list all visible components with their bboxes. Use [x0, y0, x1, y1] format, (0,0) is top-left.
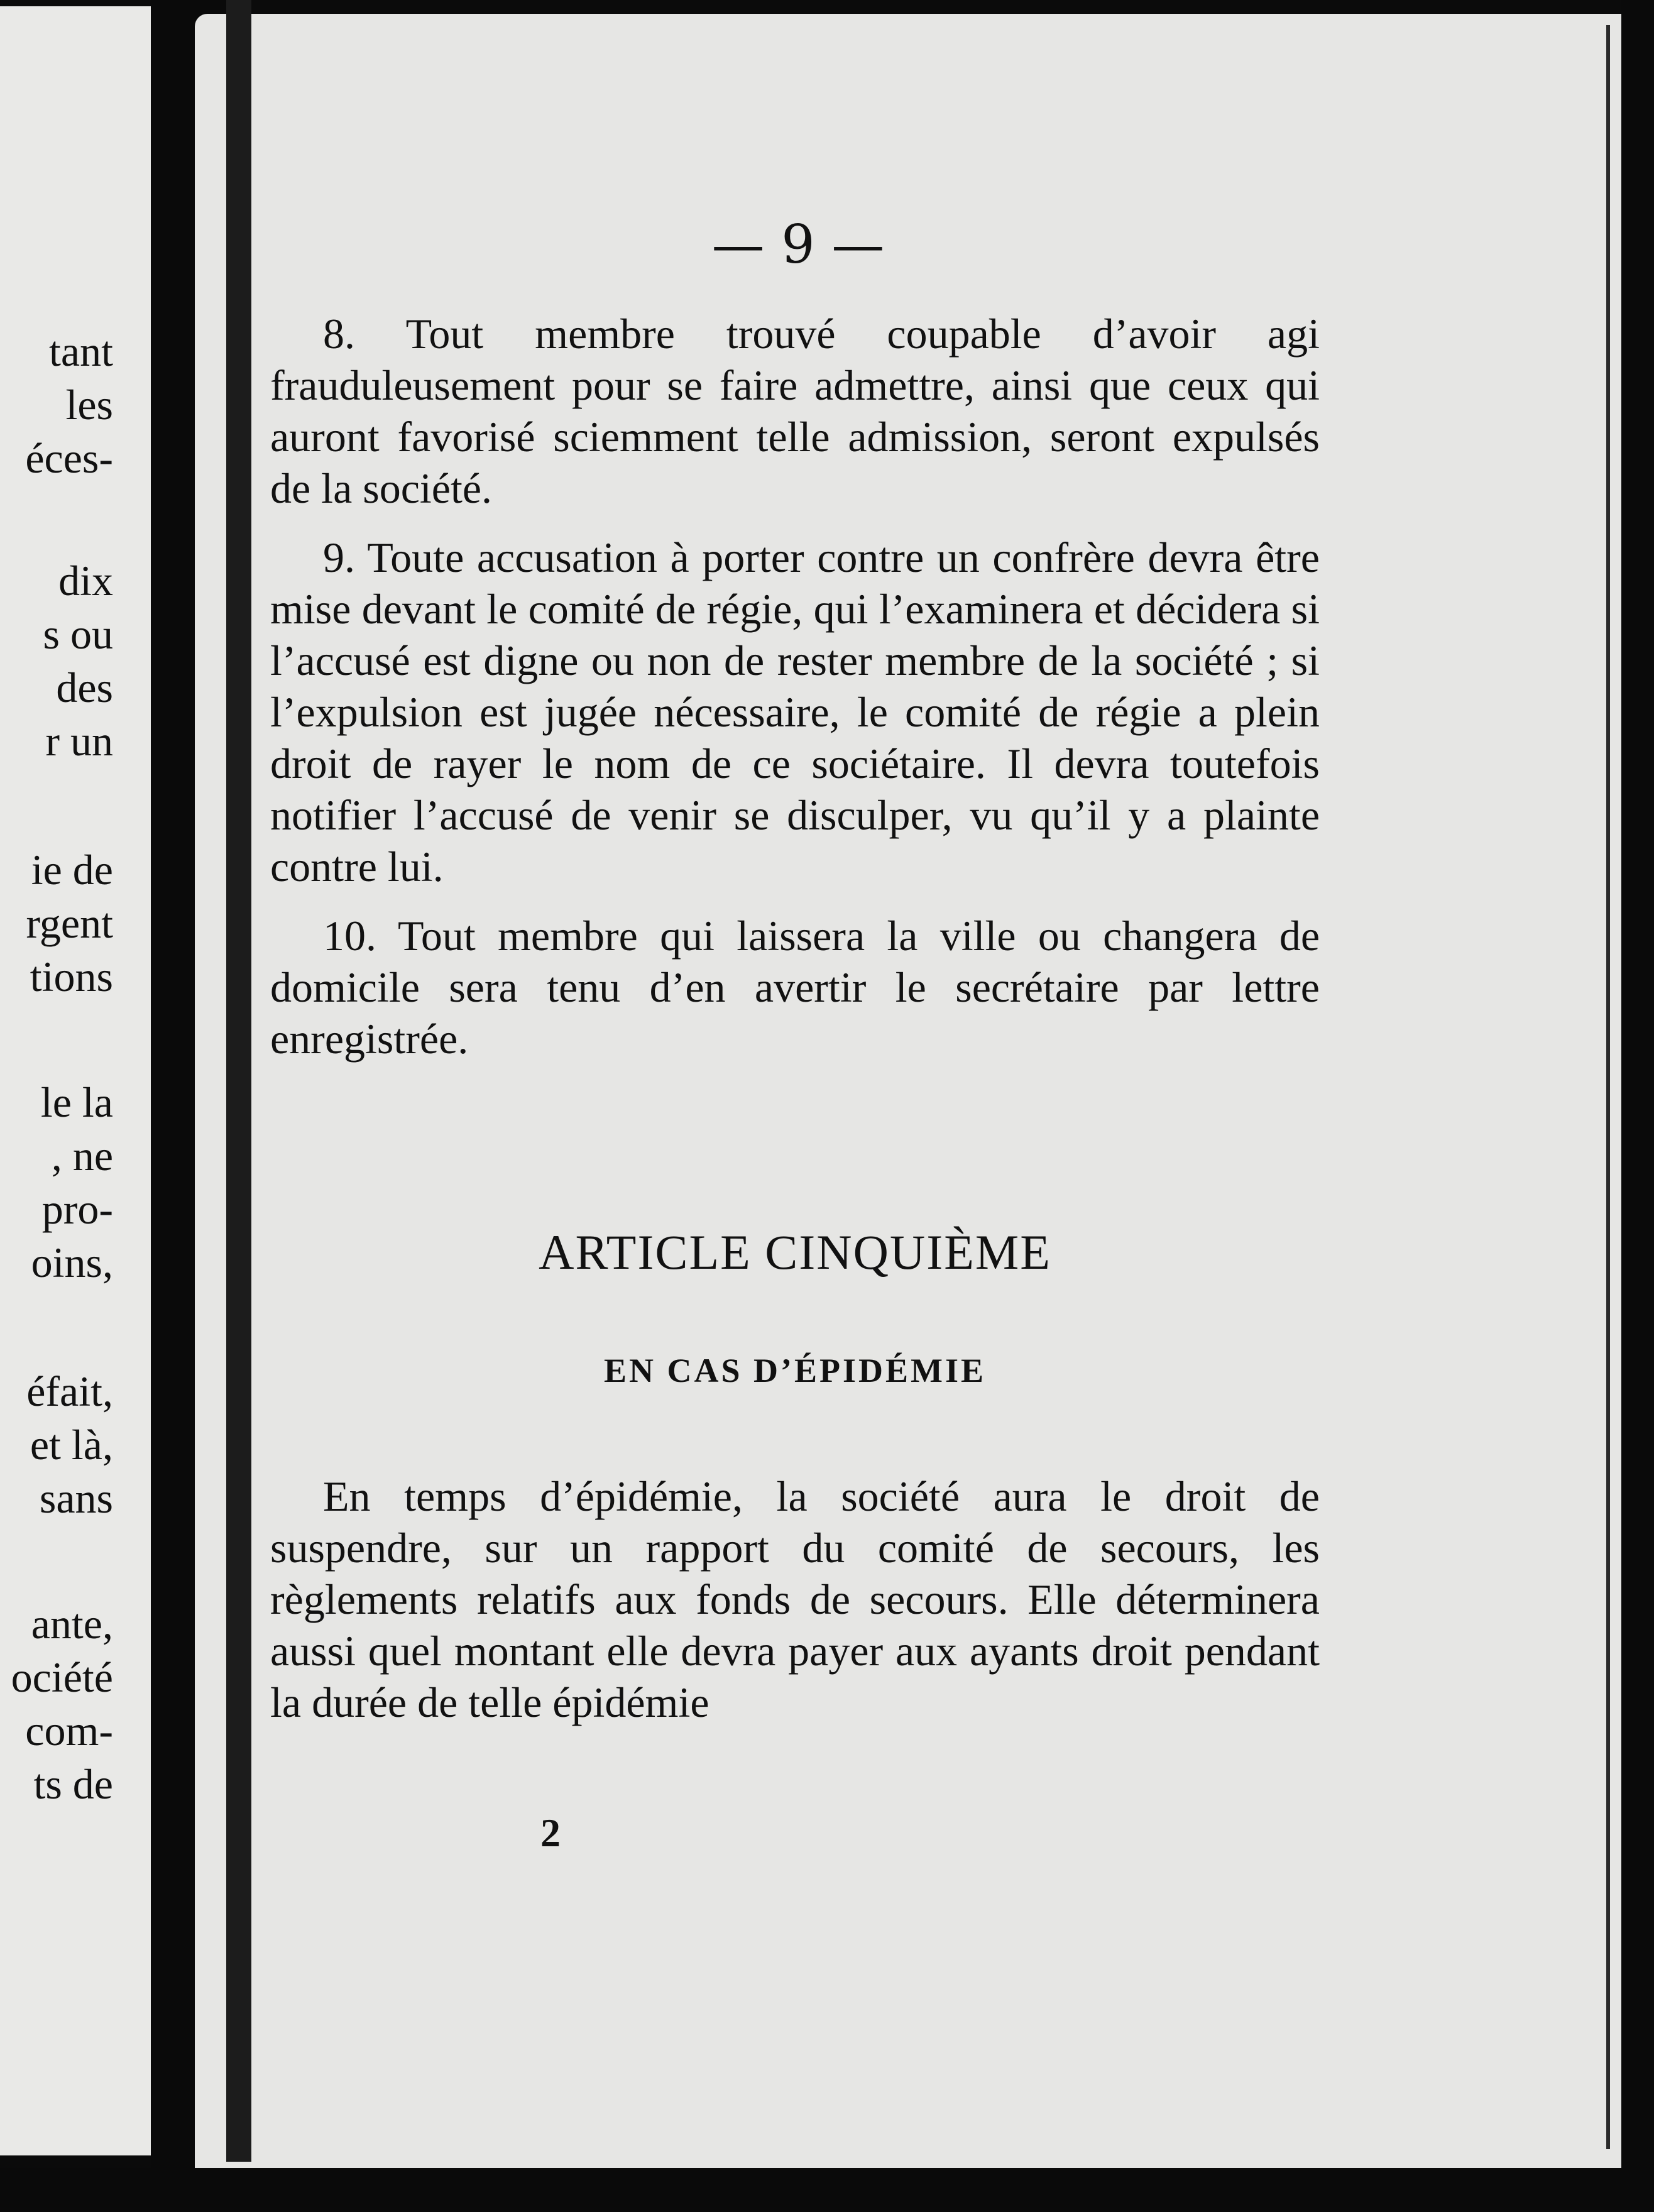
page-right-edge — [1606, 25, 1610, 2149]
left-page-line: les — [65, 381, 113, 429]
paragraph-8: 8. Tout membre trouvé coupable d’avoir agi frauduleusement pour se faire admettre, ainsi que ceux qui auront favorisé sciemment telle admission, seront expulsés de la société. — [270, 310, 1320, 512]
scan-bottom-border — [0, 2168, 1654, 2212]
left-page-line: ociété — [11, 1653, 113, 1701]
page-number-header: — 9 — — [711, 214, 885, 275]
left-page-line: , ne — [51, 1132, 113, 1180]
page-inner-edge — [226, 0, 251, 2162]
left-page-line: tions — [30, 953, 113, 1000]
left-page-line: dix — [58, 557, 113, 605]
left-page-line: com- — [25, 1707, 113, 1755]
scan-right-border — [1621, 0, 1654, 2212]
left-page-line: ie de — [31, 846, 113, 894]
left-page-line: des — [56, 664, 113, 711]
left-page-line: s ou — [43, 610, 113, 658]
left-page-line: ante, — [31, 1600, 113, 1648]
articles-text-block — [270, 308, 1320, 1082]
left-page-line: ts de — [33, 1760, 113, 1808]
left-page-line: et là, — [30, 1421, 113, 1469]
left-page-line: r un — [45, 717, 113, 765]
article-subtitle: EN CAS D’ÉPIDÉMIE — [603, 1352, 987, 1389]
article-paragraph: En temps d’épidémie, la société aura le droit de suspendre, sur un rapport du comité de secours, les règlements relatifs aux fonds de secours. Elle déterminera aussi quel montant elle devra payer aux ayants droit pendant la durée de telle épidémie — [270, 1472, 1320, 1726]
left-page-line: rgent — [26, 899, 113, 947]
left-page-line: le la — [40, 1078, 113, 1126]
left-page-line: éfait, — [26, 1367, 113, 1415]
left-page-line: pro- — [41, 1185, 113, 1233]
previous-page-fragment — [0, 6, 151, 2155]
signature-mark: 2 — [540, 1810, 561, 1855]
left-page-line: sans — [39, 1474, 113, 1522]
article-text-block — [270, 1470, 1320, 1746]
paragraph-9: 9. Toute accusation à porter contre un confrère devra être mise devant le comité de régie, qui l’examinera et décidera si l’accusé est digne ou non de rester membre de la société ; si l’expulsion est jugée nécessaire, le comité de régie a plein droit de rayer le nom de ce sociétaire. Il devra toutefois notifier l’accusé de venir se disculper, vu qu’il y a plainte contre lui. — [270, 534, 1320, 890]
article-title: ARTICLE CINQUIÈME — [539, 1225, 1051, 1279]
paragraph-10: 10. Tout membre qui laissera la ville ou changera de domicile sera tenu d’en avertir le secrétaire par lettre enregistrée. — [270, 912, 1320, 1063]
left-page-line: oins, — [31, 1239, 113, 1286]
left-page-line: tant — [49, 327, 113, 375]
left-page-line: éces- — [25, 434, 113, 482]
